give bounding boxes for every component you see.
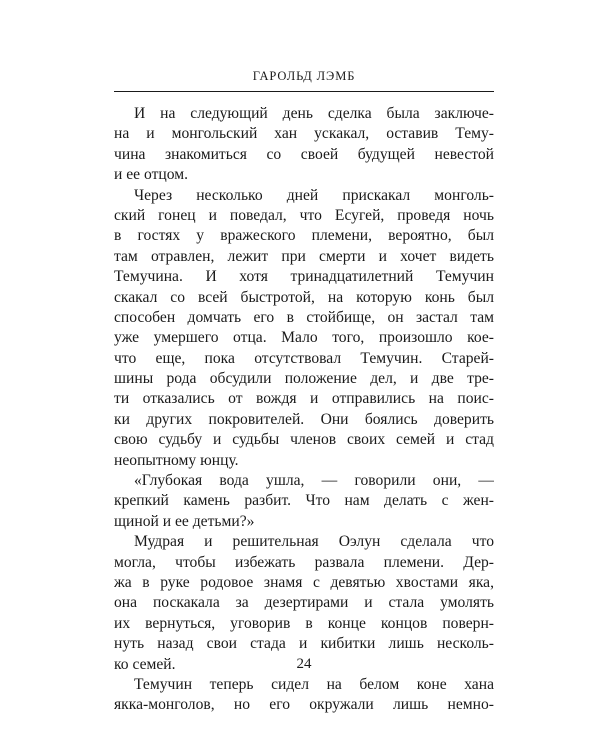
text-line: ти отказались от вождя и отправились на поис- [114, 390, 494, 408]
text-line: крепкий камень разбит. Что нам делать с жен- [114, 492, 494, 510]
text-line: она поскакала за дезертирами и стала умолять [114, 594, 494, 612]
running-head: ГАРОЛЬД ЛЭМБ [252, 69, 356, 83]
text-line: чина знакомиться со своей будущей невестой [114, 145, 494, 163]
text-line: ки других покровителей. Они боялись доверить [114, 410, 494, 428]
text-line: свою судьбу и судьбы членов своих семей и стад [114, 431, 494, 449]
text-line: Темучин теперь сидел на белом коне хана [134, 675, 494, 693]
text-line: Через несколько дней прискакал монголь- [134, 186, 494, 204]
text-line: щиной и ее детьми?» [114, 512, 255, 530]
page-number: 24 [296, 656, 312, 672]
text-line: ский гонец и поведал, что Есугей, проведя ночь [114, 206, 494, 224]
text-line: Мудрая и решительная Оэлун сделала что [134, 533, 494, 551]
text-line: там отравлен, лежит при смерти и хочет видеть [114, 247, 494, 265]
text-line: якка-монголов, но его окружали лишь немно- [114, 696, 494, 714]
text-line: неопытному юнцу. [114, 451, 239, 469]
text-line: шины рода обсудили положение дел, и две тре- [114, 370, 494, 388]
text-line: нуть назад свои стада и кибитки лишь несколь- [114, 635, 494, 653]
text-line: Темучина. И хотя тринадцатилетний Темучин [114, 268, 494, 286]
text-line: жа в руке родовое знамя с девятью хвостами яка, [114, 573, 494, 591]
text-line: И на следующий день сделка была заключе- [134, 105, 494, 122]
header-rule [114, 91, 494, 92]
text-line: способен домчать его в стойбище, он застал там [114, 308, 494, 326]
text-line: ко семей. [114, 655, 176, 673]
text-line: скакал со всей быстротой, на которую конь был [114, 288, 494, 306]
text-line: что еще, пока отсутствовал Темучин. Старей- [114, 349, 494, 367]
text-line: могла, чтобы избежать развала племени. Дер- [114, 553, 494, 571]
text-line: в гостях у вражеского племени, вероятно, был [114, 227, 494, 245]
text-line: уже умершего отца. Мало того, произошло кое- [114, 329, 494, 347]
text-line: и ее отцом. [114, 166, 189, 184]
text-line: их вернуться, уговорив в конце концов поверн- [114, 614, 494, 632]
text-line: «Глубокая вода ушла, — говорили они, — [134, 472, 494, 490]
body-text [114, 104, 494, 716]
text-line: на и монгольский хан ускакал, оставив Тему- [114, 125, 494, 143]
